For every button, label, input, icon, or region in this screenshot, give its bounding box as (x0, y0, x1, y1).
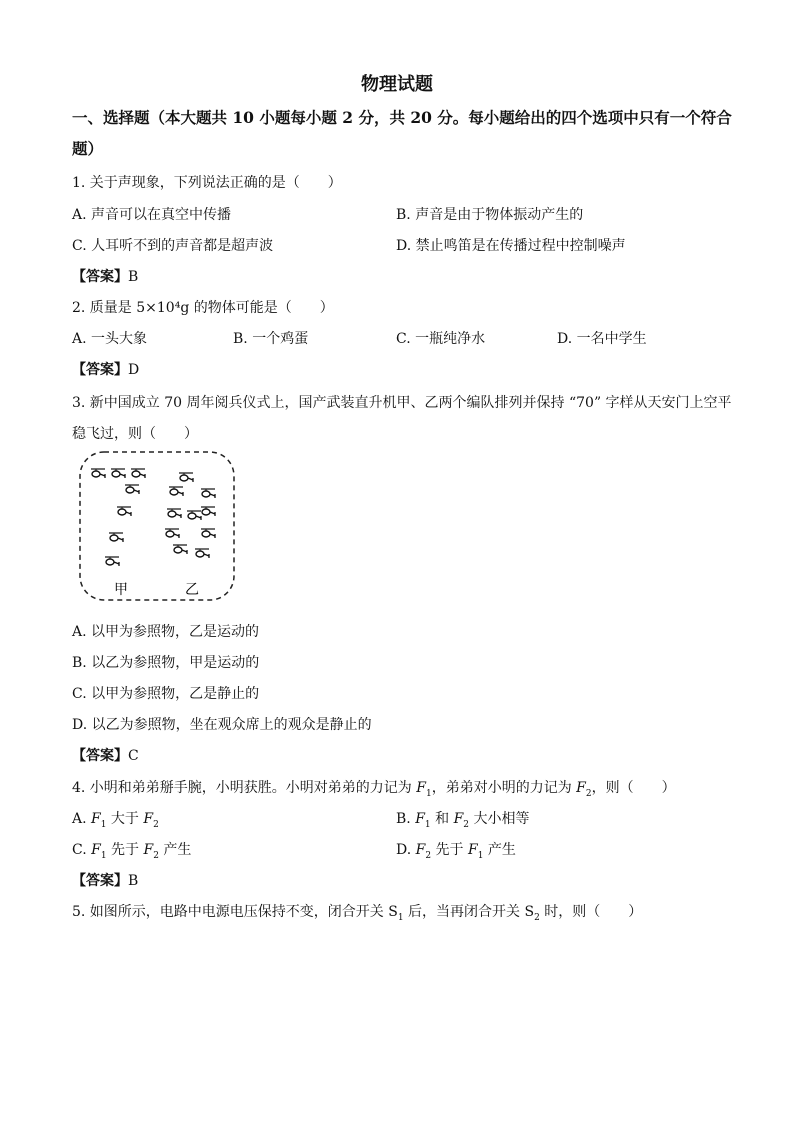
question-1-option-d: D. 禁止鸣笛是在传播过程中控制噪声 (396, 238, 626, 254)
helicopter-icon (109, 533, 123, 542)
answer-tag: 【答案】 (72, 362, 128, 378)
force-symbol: F (91, 811, 101, 827)
question-1-option-a: A. 声音可以在真空中传播 (72, 207, 232, 223)
question-2-option-d: D. 一名中学生 (557, 331, 647, 347)
force-symbol: F (576, 780, 586, 796)
helicopter-icon (91, 469, 105, 478)
helicopter-icon (125, 485, 139, 494)
helicopter-icon (201, 489, 215, 498)
question-3-stem-line-1: 3. 新中国成立 70 周年阅兵仪式上，国产武装直升机甲、乙两个编队排列并保持 “70” 字样从天安门上空平 (72, 395, 732, 411)
question-1-stem: 1. 关于声现象，下列说法正确的是（ ） (72, 175, 342, 191)
subscript: 2 (534, 912, 540, 923)
helicopter-icon (195, 549, 209, 558)
answer-tag: 【答案】 (72, 748, 128, 764)
option-letter: D. (396, 842, 416, 858)
question-4-answer (72, 870, 138, 890)
question-3-stem-line-2: 稳飞过，则（ ） (72, 426, 198, 442)
option-text: 和 (430, 811, 454, 827)
question-2-option-b: B. 一个鸡蛋 (233, 331, 309, 347)
subscript: 1 (100, 850, 107, 861)
label-yi: 乙 (185, 582, 199, 598)
question-2-stem: 2. 质量是 5×10⁴g 的物体可能是（ ） (72, 300, 334, 316)
subscript: 2 (463, 819, 470, 830)
helicopter-icon (173, 545, 187, 554)
helicopter-icon (187, 511, 201, 520)
option-text: 产生 (158, 842, 192, 858)
question-5-stem (72, 901, 642, 923)
helicopter-icon (117, 507, 131, 516)
question-4-option-a (72, 808, 159, 830)
subscript: 2 (585, 788, 592, 799)
force-symbol: F (91, 842, 101, 858)
subscript: 1 (397, 912, 404, 923)
answer-tag: 【答案】 (72, 269, 128, 285)
subscript: 1 (477, 850, 484, 861)
force-symbol: F (143, 811, 154, 827)
subscript: 1 (424, 819, 431, 830)
question-3-option-c: C. 以甲为参照物，乙是静止的 (72, 686, 260, 702)
helicopter-icon (201, 507, 215, 516)
question-1-answer (72, 266, 138, 286)
answer-value: B (128, 269, 139, 285)
option-text: 产生 (483, 842, 516, 858)
option-text: 先于 (431, 842, 468, 858)
option-letter: C. (72, 842, 92, 858)
question-4-option-b (396, 808, 529, 830)
subscript: 2 (425, 850, 432, 861)
force-symbol: F (416, 780, 426, 796)
question-3-option-b: B. 以乙为参照物，甲是运动的 (72, 655, 260, 671)
stem-text: ，则（ ） (591, 780, 676, 796)
answer-tag: 【答案】 (72, 873, 128, 889)
helicopter-icon (201, 529, 215, 538)
question-3-answer (72, 745, 139, 765)
helicopter-icons (91, 469, 215, 566)
question-2-option-c: C. 一瓶纯净水 (396, 331, 486, 347)
answer-value: D (128, 362, 140, 378)
question-1-option-b: B. 声音是由于物体振动产生的 (396, 207, 584, 223)
subscript: 1 (425, 788, 432, 799)
helicopter-icon (131, 469, 145, 478)
helicopter-icon (105, 557, 119, 566)
force-symbol: F (468, 842, 478, 858)
force-symbol: F (415, 811, 425, 827)
question-3-option-a: A. 以甲为参照物，乙是运动的 (72, 624, 260, 640)
stem-text: 时，则（ ） (539, 904, 643, 920)
label-jia: 甲 (114, 582, 128, 598)
question-4-option-c (72, 839, 191, 861)
helicopter-icon (169, 487, 183, 496)
option-letter: A. (72, 811, 92, 827)
force-symbol: F (143, 842, 154, 858)
stem-text: 后，当再闭合开关 S (403, 904, 535, 920)
stem-text: 5. 如图所示，电路中电源电压保持不变，闭合开关 S (72, 904, 398, 920)
option-letter: B. (396, 811, 416, 827)
subscript: 2 (153, 850, 159, 861)
helicopter-formation-figure (76, 450, 236, 604)
answer-value: C (128, 748, 139, 764)
helicopter-icon (111, 469, 125, 478)
force-symbol: F (415, 842, 426, 858)
dashed-border (80, 452, 234, 600)
helicopter-icon (165, 529, 179, 538)
answer-value: B (128, 873, 139, 889)
stem-text: 4. 小明和弟弟掰手腕，小明获胜。小明对弟弟的力记为 (72, 780, 417, 796)
stem-text: ，弟弟对小明的力记为 (431, 780, 577, 796)
question-4-stem (72, 777, 676, 799)
helicopter-icon (167, 509, 181, 518)
question-2-option-a: A. 一头大象 (72, 331, 148, 347)
force-symbol: F (453, 811, 464, 827)
formation-diagram (76, 450, 236, 604)
subscript: 2 (153, 819, 159, 830)
question-3-option-d: D. 以乙为参照物，坐在观众席上的观众是静止的 (72, 717, 372, 733)
subscript: 1 (100, 819, 107, 830)
question-2-answer (72, 359, 139, 379)
page-title: 物理试题 (361, 74, 433, 95)
question-4-option-d (396, 839, 516, 861)
option-text: 先于 (106, 842, 144, 858)
question-1-option-c: C. 人耳听不到的声音都是超声波 (72, 238, 274, 254)
option-text: 大小相等 (469, 811, 530, 827)
section-heading: 一、选择题（本大题共 10 小题每小题 2 分，共 20 分。每小题给出的四个选项中只有一个符合题） (72, 108, 732, 158)
option-text: 大于 (106, 811, 144, 827)
helicopter-icon (179, 473, 193, 482)
